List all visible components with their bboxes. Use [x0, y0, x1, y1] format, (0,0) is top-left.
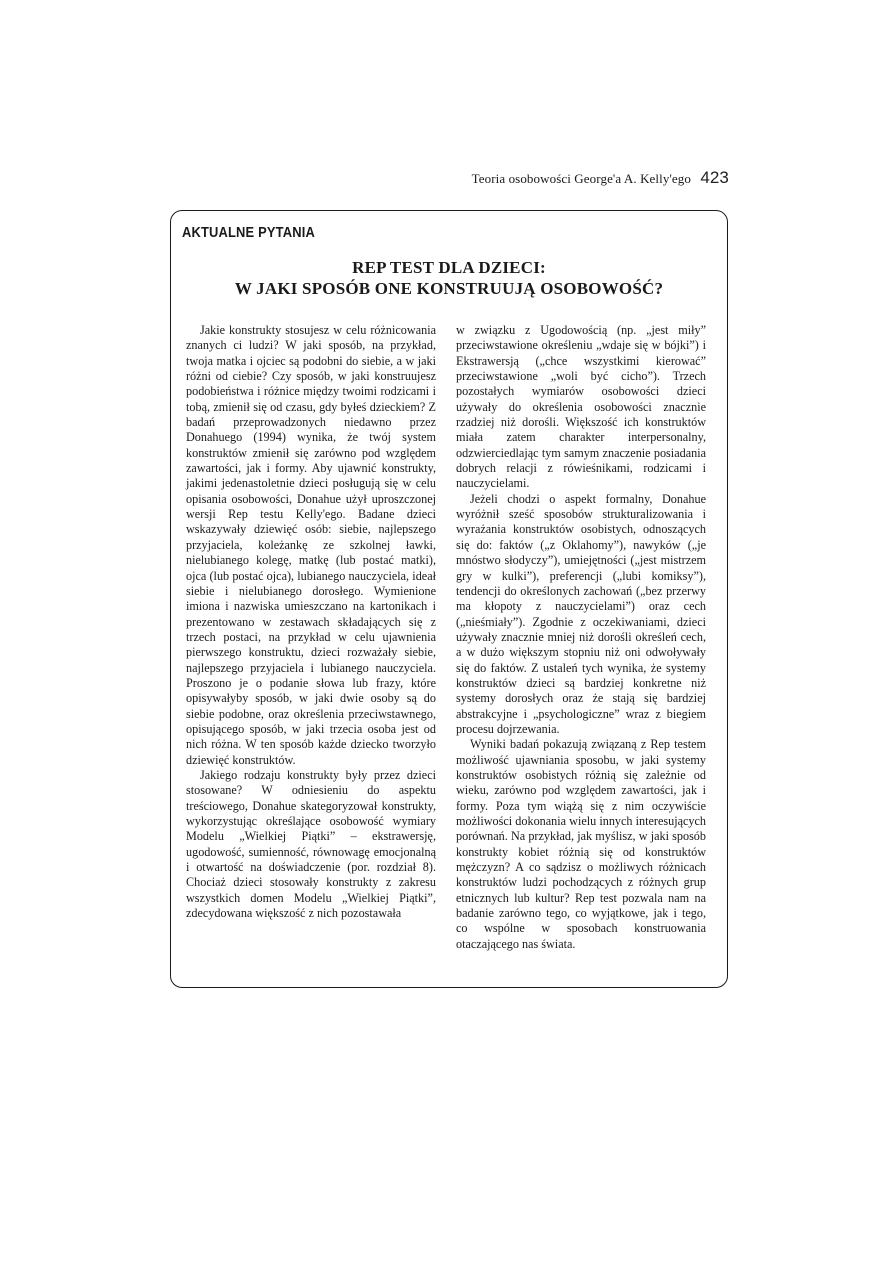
paragraph: Jeżeli chodzi o aspekt formalny, Donahue wyróżnił sześć sposobów strukturalizowania i wyrażania konstruktów osobistych, odnoszących się do: faktów („z Oklahomy”), nawyków („je mnóstwo słodyczy”), umiejętności („jest mistrzem gry w kulki”), preferencji („lubi komiksy”), tendencji do określonych zachowań („bez przerwy ma kłopoty z nauczycielami”) oraz cech („nieśmiały”). Zgodnie z oczekiwaniami, dzieci używały znacznie mniej niż dorośli określeń cech, a w dużo większym stopniu niż oni odwoływały się do faktów. Z ustaleń tych wynika, że systemy konstruktów dzieci są bardziej konkretne niż systemy dorosłych oraz że stają się bardziej abstrakcyjne i „psychologiczne” wraz z biegiem procesu dojrzewania.: [456, 491, 706, 736]
right-column: [456, 323, 706, 952]
paragraph: Jakiego rodzaju konstrukty były przez dzieci stosowane? W odniesieniu do aspektu treściowego, Donahue skategoryzował konstrukty, wykorzystując określające osobowość wymiary Modelu „Wielkiej Piątki” – ekstrawersję, ugodowość, sumienność, równowagę emocjonalną i otwartość na doświadczenie (por. rozdział 8). Chociaż dzieci stosowały konstrukty z zakresu wszystkich domen Modelu „Wielkiej Piątki”, zdecydowana większość z nich pozostawała: [186, 767, 436, 921]
sidebar-box: [170, 210, 728, 988]
section-kicker: AKTUALNE PYTANIA: [182, 224, 315, 241]
box-title: [171, 257, 727, 299]
running-title: Teoria osobowości George'a A. Kelly'ego: [471, 171, 691, 186]
box-title-line-2: W JAKI SPOSÓB ONE KONSTRUUJĄ OSOBOWOŚĆ?: [234, 279, 664, 298]
paragraph: w związku z Ugodowością (np. „jest miły” przeciwstawione określeniu „wdaje się w bójki”) i Ekstrawersją („chce wszystkimi kierować” przeciwstawione „woli być cicho”). Trzech pozostałych wymiarów osobowości dzieci używały do określenia osobowości znacznie rzadziej niż dorośli. Większość ich konstruktów miała zatem charakter interpersonalny, odzwierciedlając tym samym znaczenie posiadania dobrych relacji z rówieśnikami, rodzicami i nauczycielami.: [456, 323, 706, 491]
page-number: 423: [700, 168, 729, 187]
paragraph: Jakie konstrukty stosujesz w celu różnicowania znanych ci ludzi? W jaki sposób, na przykład, twoja matka i ojciec są podobni do siebie, a w jaki różni od ciebie? Czy sposób, w jaki konstruujesz podobieństwa i różnice między twoimi rodzicami i tobą, zmienił się od czasu, gdy byłeś dzieckiem? Z badań przeprowadzonych niedawno przez Donahuego (1994) wynika, że twój system konstruktów zmienił się zarówno pod względem zawartości, jak i formy. Aby ujawnić konstrukty, jakimi jedenastoletnie dzieci posługują się w celu opisania osobowości, Donahue użył uproszczonej wersji Rep testu Kelly'ego. Badane dzieci wskazywały dziewięć osób: siebie, najlepszego przyjaciela, koleżankę ze szkolnej ławki, nielubianego kolegę, matkę (lub postać matki), ojca (lub postać ojca), lubianego nauczyciela, ideał siebie i nielubianego dorosłego. Wymienione imiona i nazwiska umieszczano na kartonikach i prezentowano w zestawach składających się z trzech postaci, na przykład w celu ujawnienia pierwszego konstruktu, dzieci rozważały siebie, najlepszego przyjaciela i lubianego nauczyciela. Proszono je o podanie słowa lub frazy, które opisywałyby sposób, w jaki dwie osoby są do siebie podobne, oraz określenia przeciwstawnego, opisującego sposób, w jaki trzecia osoba jest od nich różna. W ten sposób każde dziecko tworzyło dziewięć konstruktów.: [186, 323, 436, 767]
box-title-line-1: REP TEST DLA DZIECI:: [352, 258, 546, 277]
running-header: [472, 168, 729, 188]
paragraph: Wyniki badań pokazują związaną z Rep testem możliwość ujawniania sposobu, w jaki systemy konstruktów osobistych różnią się zależnie od wieku, zarówno pod względem zawartości, jak i formy. Poza tym wiążą się z nim oczywiście możliwości dokonania wielu innych interesujących porównań. Na przykład, jak myślisz, w jaki sposób konstrukty kobiet różnią się od konstruktów mężczyzn? A co sądzisz o możliwych różnicach konstruktów ludzi pochodzących z różnych grup etnicznych lub kultur? Rep test pozwala nam na badanie zarówno tego, co wyjątkowe, jak i tego, co wspólne w sposobach konstruowania otaczającego nas świata.: [456, 737, 706, 951]
left-column: [186, 323, 436, 921]
